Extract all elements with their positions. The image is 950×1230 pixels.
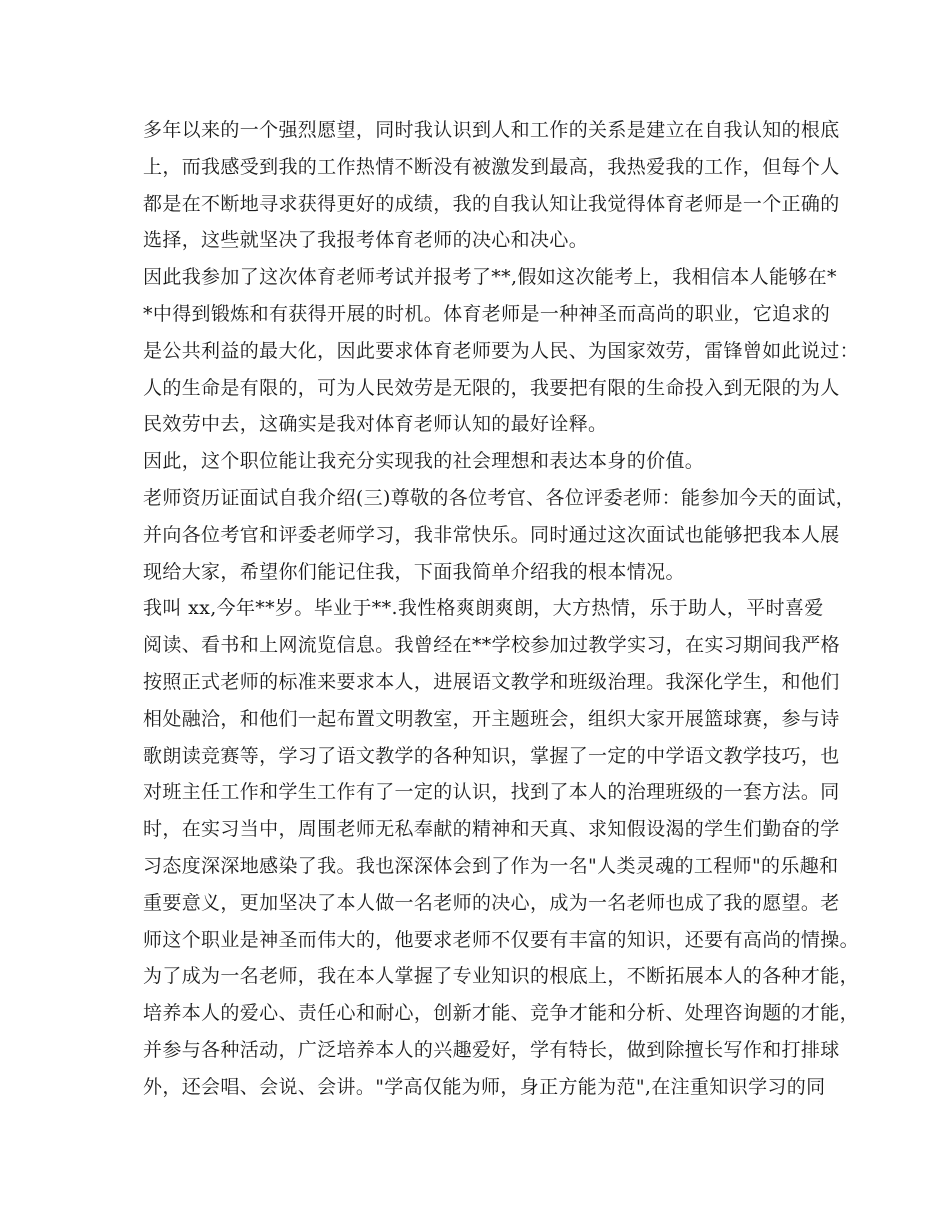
text-line: 民效劳中去，这确实是我对体育老师认知的最好诠释。 (143, 413, 608, 436)
text-line: *中得到锻炼和有获得开展的时机。体育老师是一种神圣而高尚的职业，它追求的 (143, 302, 831, 325)
text-line: 歌朗读竞赛等，学习了语文教学的各种知识，掌握了一定的中学语文教学技巧，也 (143, 744, 840, 767)
text-line: 阅读、看书和上网流览信息。我曾经在**学校参加过教学实习，在实习期间我严格 (143, 634, 840, 657)
text-line: 重要意义，更加坚决了本人做一名老师的决心，成为一名老师也成了我的愿望。老 (143, 891, 840, 914)
text-line: 按照正式老师的标准来要求本人，进展语文教学和班级治理。我深化学生，和他们 (143, 670, 840, 693)
document-body (143, 112, 859, 1106)
text-line: 人的生命是有限的，可为人民效劳是无限的，我要把有限的生命投入到无限的为人 (143, 376, 840, 399)
text-line: 因此我参加了这次体育老师考试并报考了**,假如这次能考上，我相信本人能够在* (143, 266, 837, 289)
text-line: 并参与各种活动，广泛培养本人的兴趣爱好，学有特长，做到除擅长写作和打排球 (143, 1038, 840, 1061)
text-line: 因此，这个职位能让我充分实现我的社会理想和表达本身的价值。 (143, 450, 705, 473)
text-line: 培养本人的爱心、责任心和耐心，创新才能、竞争才能和分析、处理咨询题的才能， (143, 1002, 859, 1025)
text-line: 师这个职业是神圣而伟大的，他要求老师不仅要有丰富的知识，还要有高尚的情操。 (143, 928, 859, 951)
text-line: 选择，这些就坚决了我报考体育老师的决心和决心。 (143, 229, 589, 252)
text-line: 我叫 xx,今年**岁。毕业于**.我性格爽朗爽朗，大方热情，乐于助人，平时喜爱 (143, 597, 824, 620)
text-line: 为了成为一名老师，我在本人掌握了专业知识的根底上，不断拓展本人的各种才能， (143, 965, 859, 988)
text-line: 老师资历证面试自我介绍(三)尊敬的各位考官、各位评委老师：能参加今天的面试， (143, 486, 856, 509)
text-line: 习态度深深地感染了我。我也深深体会到了作为一名"人类灵魂的工程师"的乐趣和 (143, 854, 839, 877)
text-line: 都是在不断地寻求获得更好的成绩，我的自我认知让我觉得体育老师是一个正确的 (143, 192, 840, 215)
text-line: 是公共利益的最大化，因此要求体育老师要为人民、为国家效劳，雷锋曾如此说过： (143, 339, 859, 362)
text-line: 对班主任工作和学生工作有了一定的认识，找到了本人的治理班级的一套方法。同 (143, 781, 840, 804)
text-line: 并向各位考官和评委老师学习，我非常快乐。同时通过这次面试也能够把我本人展 (143, 523, 840, 546)
text-line: 时，在实习当中，周围老师无私奉献的精神和天真、求知假设渴的学生们勤奋的学 (143, 818, 840, 841)
text-line: 多年以来的一个强烈愿望，同时我认识到人和工作的关系是建立在自我认知的根底 (143, 119, 840, 141)
text-line: 相处融洽，和他们一起布置文明教室，开主题班会，组织大家开展篮球赛，参与诗 (143, 707, 840, 730)
text-line: 上，而我感受到我的工作热情不断没有被激发到最高，我热爱我的工作，但每个人 (143, 155, 840, 178)
text-line: 外，还会唱、会说、会讲。"学高仅能为师，身正方能为范",在注重知识学习的同 (143, 1075, 826, 1098)
text-line: 现给大家，希望你们能记住我，下面我简单介绍我的根本情况。 (143, 560, 685, 583)
